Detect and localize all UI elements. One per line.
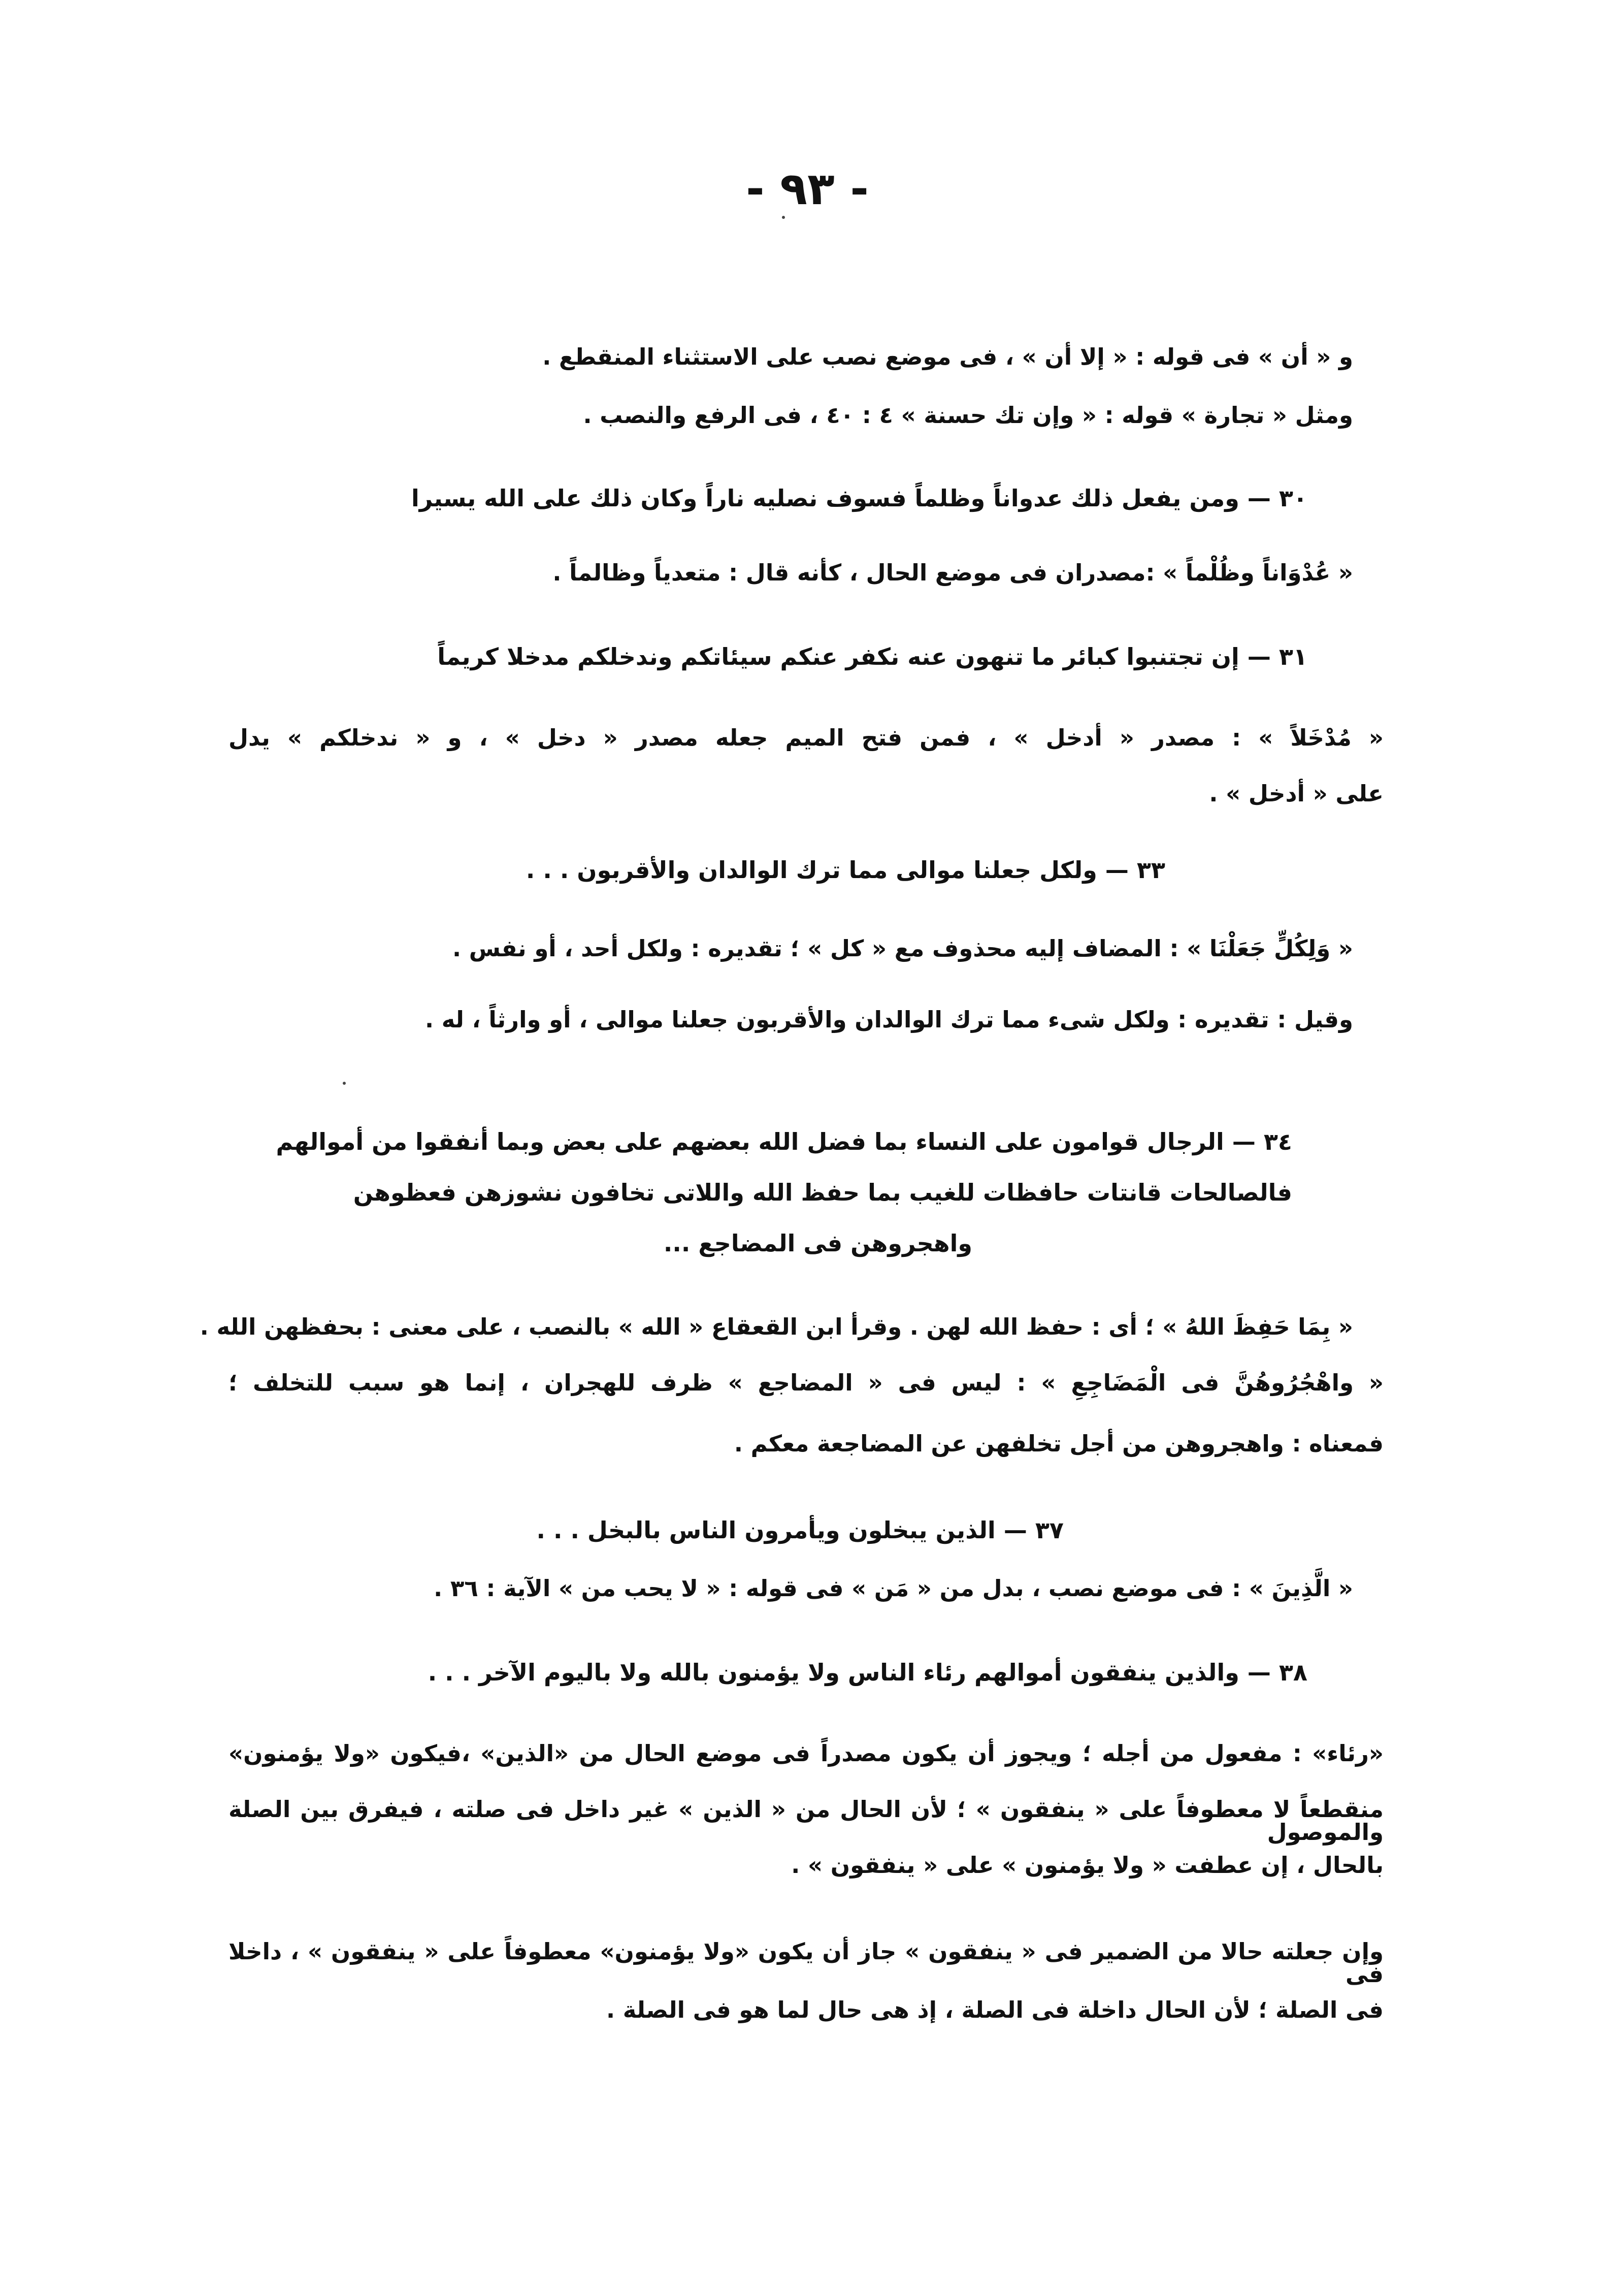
commentary-line: «رئاء» : مفعول من أجله ؛ ويجوز أن يكون مصدراً فى موضع الحال من «الذين» ،فيكون «ولا يؤمنون» — [228, 1740, 1384, 1767]
commentary-line: فمعناه : واهجروهن من أجل تخلفهن عن المضاجعة معكم . — [734, 1430, 1384, 1457]
commentary-line: « بِمَا حَفِظَ اللهُ » ؛ أى : حفظ الله لهن . وقرأ ابن القعقاع « الله » بالنصب ، على معنى : بحفظهن الله . — [200, 1313, 1353, 1340]
commentary-line: « واهْجُرُوهُنَّ فى الْمَضَاجِعِ » : ليس فى « المضاجع » ظرف للهجران ، إنما هو سبب للتخلف ؛ — [228, 1369, 1384, 1396]
commentary-line: « مُدْخَلاً » : مصدر « أدخل » ، فمن فتح الميم جعله مصدر « دخل » ، و « ندخلكم » يدل — [228, 724, 1384, 751]
commentary-line: « عُدْوَاناً وظُلْماً » :مصدران فى موضع الحال ، كأنه قال : متعدياً وظالماً . — [552, 559, 1353, 586]
commentary-line: بالحال ، إن عطفت « ولا يؤمنون » على « ينفقون » . — [791, 1852, 1384, 1879]
commentary-line: منقطعاً لا معطوفاً على « ينفقون » ؛ لأن الحال من « الذين » غير داخل فى صلته ، فيفرق بين الصلة والموصول — [228, 1796, 1384, 1846]
verse-line: ٣٤ — الرجال قوامون على النساء بما فضل الله بعضهم على بعض وبما أنفقوا من أموالهم — [276, 1128, 1292, 1155]
verse-line: ٣١ — إن تجتنبوا كبائر ما تنهون عنه نكفر عنكم سيئاتكم وندخلكم مدخلا كريماً — [437, 643, 1307, 670]
verse-line: ٣٠ — ومن يفعل ذلك عدواناً وظلماً فسوف نصليه ناراً وكان ذلك على الله يسيرا — [411, 484, 1307, 512]
commentary-line: وقيل : تقديره : ولكل شىء مما ترك الوالدان والأقربون جعلنا موالى ، أو وارثاً ، له . — [425, 1006, 1353, 1033]
page-number: - ٩٣ - — [746, 163, 869, 215]
commentary-line: فى الصلة ؛ لأن الحال داخلة فى الصلة ، إذ هى حال لما هو فى الصلة . — [606, 1996, 1384, 2023]
commentary-line: ومثل « تجارة » قوله : « وإن تك حسنة » ٤ : ٤٠ ، فى الرفع والنصب . — [583, 402, 1353, 429]
commentary-line: « وَلِكُلٍّ جَعَلْنَا » : المضاف إليه محذوف مع « كل » ؛ تقديره : ولكل أحد ، أو نفس . — [452, 935, 1353, 962]
verse-line: ٣٣ — ولكل جعلنا موالى مما ترك الوالدان والأقربون . . . — [526, 856, 1165, 884]
ink-speck — [782, 216, 785, 219]
commentary-line: « الَّذِينَ » : فى موضع نصب ، بدل من « مَن » فى قوله : « لا يحب من » الآية : ٣٦ . — [434, 1575, 1353, 1602]
verse-line: ٣٧ — الذين يبخلون ويأمرون الناس بالبخل . . . — [536, 1516, 1064, 1544]
verse-line: واهجروهن فى المضاجع ... — [663, 1230, 972, 1257]
verse-line: ٣٨ — والذين ينفقون أموالهم رئاء الناس ولا يؤمنون بالله ولا باليوم الآخر . . . — [428, 1659, 1307, 1686]
commentary-line: على « أدخل » . — [1209, 780, 1384, 807]
commentary-line: وإن جعلته حالا من الضمير فى « ينفقون » جاز أن يكون «ولا يؤمنون» معطوفاً على « ينفقون » ، داخلا فى — [228, 1938, 1384, 1988]
verse-line: فالصالحات قانتات حافظات للغيب بما حفظ الله واللاتى تخافون نشوزهن فعظوهن — [353, 1179, 1292, 1206]
commentary-line: و « أن » فى قوله : « إلا أن » ، فى موضع نصب على الاستثناء المنقطع . — [542, 343, 1353, 370]
ink-speck — [343, 1082, 346, 1085]
